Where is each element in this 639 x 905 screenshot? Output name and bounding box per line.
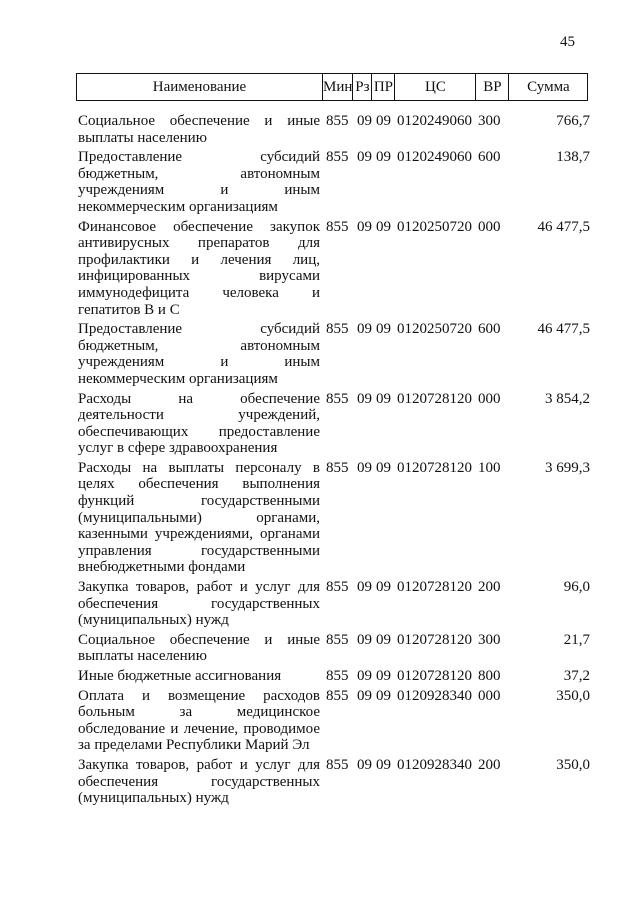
row-cs: 0120250720 (397, 321, 472, 338)
row-vr: 300 (478, 113, 501, 129)
table-row (78, 391, 590, 457)
row-vr: 200 (478, 756, 501, 773)
header-rz: Рз (353, 74, 372, 101)
page-number: 45 (560, 34, 575, 50)
row-pr: 09 (376, 113, 391, 129)
table-row (78, 113, 590, 146)
header-pr: ПР (372, 74, 395, 101)
header-name: Наименование (77, 74, 323, 101)
row-min: 855 (326, 149, 349, 166)
table-row (78, 149, 590, 215)
row-rz: 09 (357, 631, 372, 648)
header-sum: Сумма (509, 74, 588, 101)
row-name: Предоставление субсидий бюджетным, автономным учреждениям и иным некоммерческим организациям (78, 149, 320, 215)
table-row (78, 632, 590, 665)
row-name: Расходы на обеспечение деятельности учреждений, обеспечивающих предоставление услуг в сфере здравоохранения (78, 390, 320, 457)
row-sum: 21,7 (563, 631, 590, 648)
row-vr: 600 (478, 149, 501, 166)
table-row (78, 757, 590, 807)
row-pr: 09 (376, 631, 391, 648)
row-rz: 09 (357, 687, 372, 704)
row-name: Социальное обеспечение и иные выплаты населению (78, 631, 320, 665)
row-min: 855 (326, 459, 349, 476)
table-row (78, 668, 590, 685)
header-cs: ЦС (395, 74, 476, 101)
row-pr: 09 (376, 218, 391, 235)
row-min: 855 (326, 321, 349, 338)
row-cs: 0120928340 (397, 687, 472, 704)
row-cs: 0120728120 (397, 668, 472, 684)
row-min: 855 (326, 631, 349, 648)
row-sum: 46 477,5 (537, 321, 590, 338)
row-pr: 09 (376, 687, 391, 704)
table-row (78, 579, 590, 629)
table-body (78, 113, 590, 808)
row-vr: 000 (478, 390, 501, 407)
row-rz: 09 (357, 756, 372, 773)
row-pr: 09 (376, 149, 391, 166)
row-sum: 96,0 (563, 579, 590, 596)
row-name: Расходы на выплаты персоналу в целях обеспечения выполнения функций государственными (муниципальными) органами, казенными учреждениями, органами управления государственными внебюджетными фондами (78, 459, 320, 576)
table-row (78, 460, 590, 576)
row-min: 855 (326, 668, 349, 684)
row-vr: 600 (478, 321, 501, 338)
row-name: Закупка товаров, работ и услуг для обеспечения государственных (муниципальных) нужд (78, 579, 320, 629)
row-pr: 09 (376, 579, 391, 596)
row-pr: 09 (376, 390, 391, 407)
row-rz: 09 (357, 668, 372, 684)
header-vr: ВР (476, 74, 509, 101)
row-vr: 800 (478, 668, 501, 684)
row-pr: 09 (376, 756, 391, 773)
row-rz: 09 (357, 218, 372, 235)
row-name: Финансовое обеспечение закупок антивирусных препаратов для профилактики и лечения лиц, инфицированных вирусами иммунодефицита человека и гепатитов В и С (78, 218, 320, 318)
row-rz: 09 (357, 459, 372, 476)
row-cs: 0120728120 (397, 631, 472, 648)
row-vr: 200 (478, 579, 501, 596)
row-pr: 09 (376, 459, 391, 476)
row-cs: 0120249060 (397, 113, 472, 129)
row-vr: 100 (478, 459, 501, 476)
row-cs: 0120249060 (397, 149, 472, 166)
row-min: 855 (326, 579, 349, 596)
row-cs: 0120728120 (397, 390, 472, 407)
row-min: 855 (326, 218, 349, 235)
row-sum: 37,2 (563, 668, 590, 684)
row-sum: 138,7 (556, 149, 590, 166)
row-vr: 000 (478, 218, 501, 235)
row-sum: 3 854,2 (545, 390, 590, 407)
row-rz: 09 (357, 579, 372, 596)
row-min: 855 (326, 687, 349, 704)
header-min: Мин (323, 74, 353, 101)
row-cs: 0120728120 (397, 579, 472, 596)
row-name: Иные бюджетные ассигнования (78, 668, 282, 684)
row-name: Закупка товаров, работ и услуг для обеспечения государственных (муниципальных) нужд (78, 756, 320, 807)
row-cs: 0120728120 (397, 459, 472, 476)
row-name: Социальное обеспечение и иные выплаты населению (78, 113, 320, 146)
row-sum: 350,0 (556, 756, 590, 773)
row-cs: 0120250720 (397, 218, 472, 235)
row-sum: 3 699,3 (545, 459, 590, 476)
table-row (78, 321, 590, 387)
row-pr: 09 (376, 668, 391, 684)
row-rz: 09 (357, 321, 372, 338)
table-row (78, 219, 590, 319)
row-min: 855 (326, 390, 349, 407)
row-min: 855 (326, 756, 349, 773)
row-cs: 0120928340 (397, 756, 472, 773)
row-rz: 09 (357, 149, 372, 166)
row-name: Предоставление субсидий бюджетным, автономным учреждениям и иным некоммерческим организациям (78, 321, 320, 387)
row-pr: 09 (376, 321, 391, 338)
row-name: Оплата и возмещение расходов больным за медицинское обследование и лечение, проводимое за пределами Республики Марий Эл (78, 687, 320, 754)
row-min: 855 (326, 113, 349, 129)
row-rz: 09 (357, 390, 372, 407)
row-sum: 350,0 (556, 687, 590, 704)
row-vr: 300 (478, 631, 501, 648)
table-header (76, 73, 588, 101)
row-vr: 000 (478, 687, 501, 704)
row-sum: 766,7 (556, 113, 590, 129)
row-rz: 09 (357, 113, 372, 129)
table-row (78, 688, 590, 754)
row-sum: 46 477,5 (537, 218, 590, 235)
